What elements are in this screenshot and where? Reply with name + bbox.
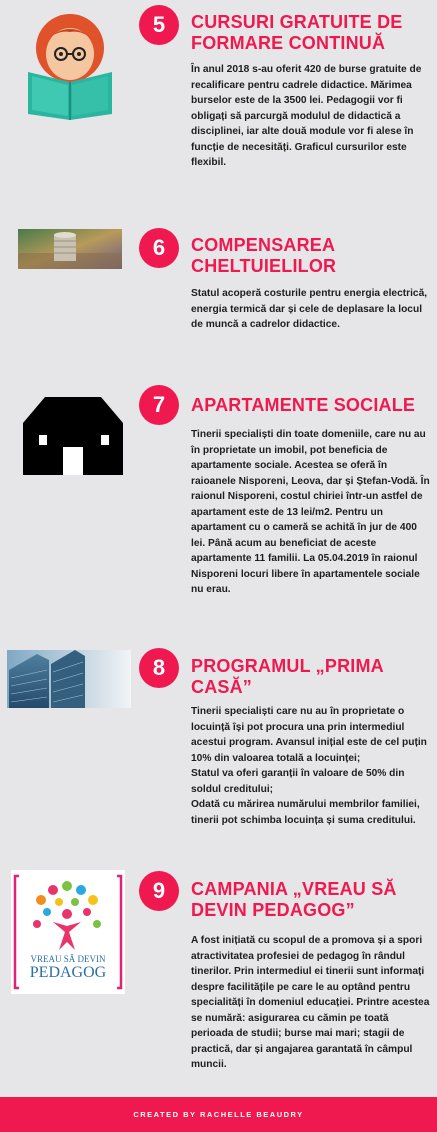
office-buildings-photo	[7, 650, 131, 708]
section-title: COMPENSAREA CHELTUIELILOR	[191, 235, 337, 276]
section-title: CURSURI GRATUITE DE FORMARE CONTINUĂ	[191, 12, 403, 53]
section-number-badge: 9	[139, 871, 179, 911]
logo-text-line1: VREAU SĂ DEVIN	[30, 954, 106, 964]
coins-and-banknotes-photo	[18, 229, 122, 269]
section-body: Tinerii specialiști din toate domeniile, care nu au în proprietate un imobil, pot beneficia de apartamente sociale. Acestea se oferă în raioanele Nisporeni, Leova, dar și Ștefan-Vodă. În raionul Nisporeni, costul chiriei într-un astfel de apartament este de 13 lei/m2. Pentru un apartament cu o cameră se achită în jur de 400 lei. Până acum au beneficiat de aceste apartamente 11 familii. La 05.04.2019 în raionul Nisporeni locuri libere în apartamentele sociale nu erau.	[191, 429, 430, 595]
section-number-badge: 5	[139, 5, 179, 45]
logo-text-line2: PEDAGOG	[29, 964, 107, 981]
section-body: Statul acoperă costurile pentru energia electrică, energia termică dar și cele de deplasare la locul de muncă a cadrelor didactice.	[191, 288, 428, 330]
footer-credit: CREATED BY RACHELLE BEAUDRY	[0, 1097, 437, 1132]
section-body: Tinerii specialiști care nu au în proprietate o locuință își pot procura una prin intermediul acestui program. Avansul inițial este de cel puțin 10% din valoarea totală a locuinței; Statul va oferi garanții în valoare de 50% din soldul creditului; Odată cu mărirea numărului membrilor familiei, tinerii pot schimba locuința și suma creditului.	[191, 706, 427, 826]
section-title: CAMPANIA „VREAU SĂ DEVIN PEDAGOG”	[191, 879, 397, 920]
section-body: A fost inițiată cu scopul de a promova și a spori atractivitatea profesiei de pedagog în rândul tinerilor. Prin intermediul ei tinerii sunt informați despre facilitățile pe care le au optând pentru specialități în domeniul educației. Printre acestea se numără: asigurarea cu cămin pe toată perioada de studii; burse mai mari; stagii de practică, dar și angajarea garantată în câmpul muncii.	[191, 935, 430, 1070]
section-number-badge: 6	[139, 228, 179, 268]
house-icon	[23, 397, 123, 475]
section-title: PROGRAMUL „PRIMA CASĂ”	[191, 656, 384, 697]
vreau-sa-devin-pedagog-logo	[11, 870, 125, 994]
section-title: APARTAMENTE SOCIALE	[191, 395, 416, 415]
section-number-badge: 8	[139, 648, 179, 688]
section-number-badge: 7	[139, 385, 179, 425]
reading-teacher-illustration	[20, 10, 120, 120]
section-body: În anul 2018 s-au oferit 420 de burse gratuite de recalificare pentru cadrele didactice. Mărimea burselor este de la 3500 lei. Pedagogii vor fi obligați să parcurgă modulul de didactică a disciplinei, iar alte două module vor fi alese în funcție de necesități. Graficul cursurilor este flexibil.	[191, 64, 422, 168]
